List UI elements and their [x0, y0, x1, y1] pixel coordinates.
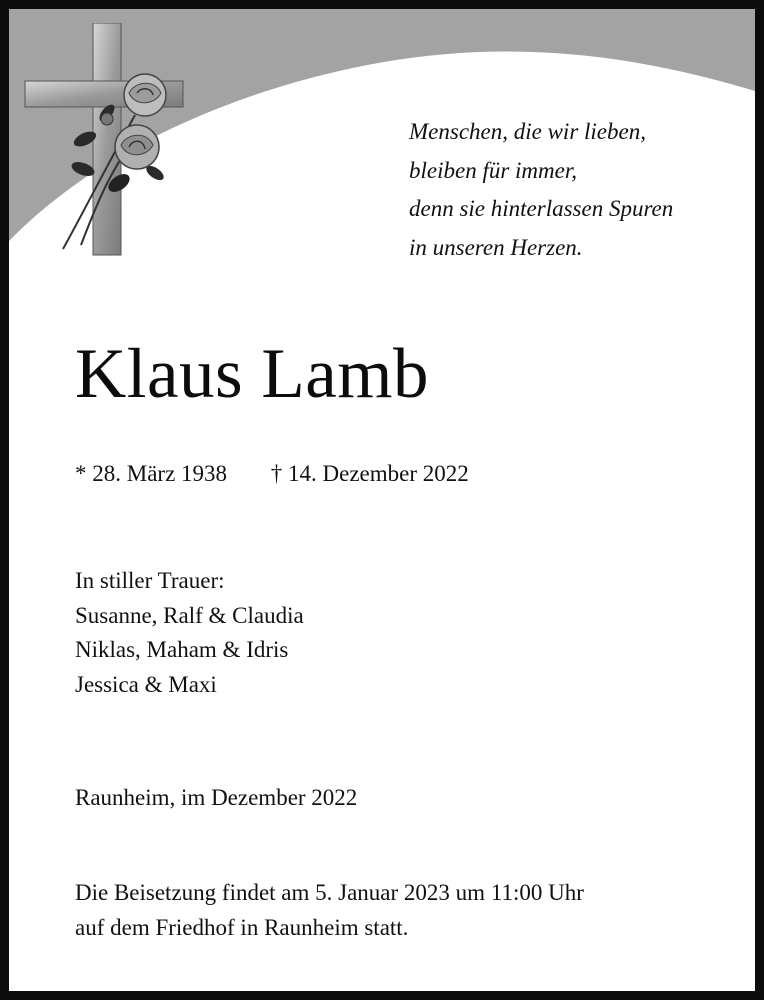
deceased-name: Klaus Lamb	[75, 335, 430, 413]
mourner-names: Niklas, Maham & Idris	[75, 637, 289, 662]
mourner-names: Jessica & Maxi	[75, 671, 217, 697]
quote-line: in unseren Herzen.	[409, 234, 583, 260]
death-date: † 14. Dezember 2022	[270, 461, 469, 486]
burial-info	[75, 876, 584, 945]
quote-line: denn sie hinterlassen Spuren	[409, 196, 674, 221]
burial-line: auf dem Friedhof in Raunheim statt.	[75, 914, 409, 940]
mourner-names: Susanne, Ralf & Claudia	[75, 602, 304, 628]
mourners-heading: In stiller Trauer:	[75, 568, 225, 593]
life-dates	[75, 459, 469, 489]
mourners-block	[75, 564, 304, 702]
quote-line: bleiben für immer,	[409, 157, 578, 183]
birth-date: * 28. März 1938	[75, 461, 228, 486]
memorial-quote	[409, 113, 673, 267]
cross-with-roses-icon	[23, 23, 203, 263]
quote-line: Menschen, die wir lieben,	[409, 119, 646, 144]
burial-line: Die Beisetzung findet am 5. Januar 2023 um 11:00 Uhr	[75, 880, 584, 905]
place-and-date: Raunheim, im Dezember 2022	[75, 785, 358, 810]
